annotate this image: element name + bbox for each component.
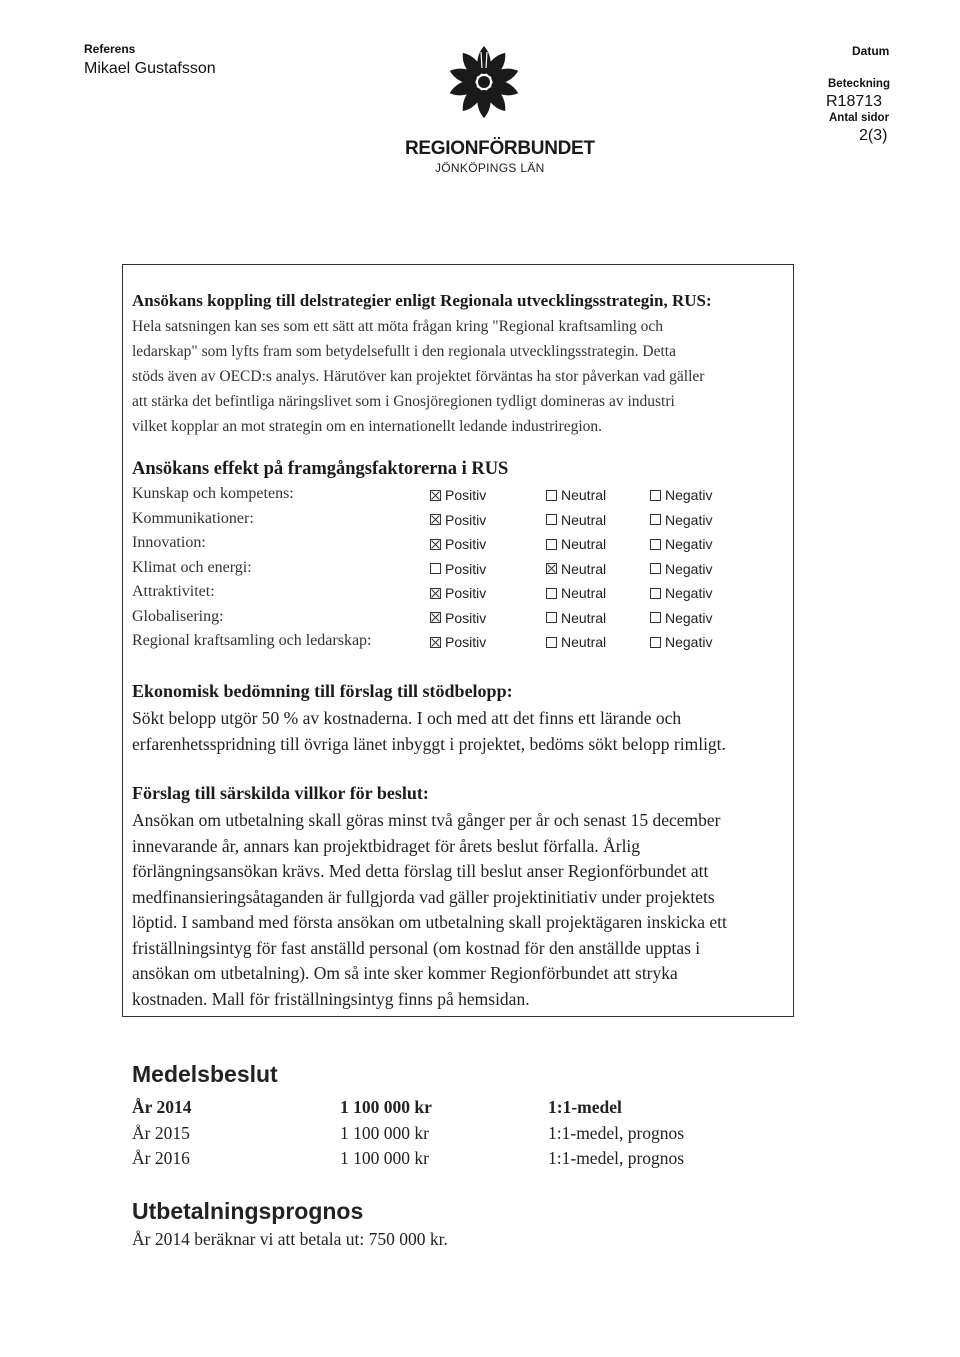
ekonomisk-text bbox=[132, 706, 787, 757]
option-label: Positiv bbox=[445, 609, 487, 626]
option-label: Negativ bbox=[665, 560, 713, 577]
effekt-row bbox=[132, 583, 772, 607]
villkor-line: löptid. I samband med första ansökan om utbetalning skall projektägaren inskicka ett bbox=[132, 912, 727, 932]
checked-checkbox-icon[interactable] bbox=[430, 539, 441, 550]
villkor-line: friställningsintyg för fast anställd personal (om kostnad för den anställde upptas i bbox=[132, 937, 701, 958]
medel-year-cell: År 2014 bbox=[132, 1097, 192, 1117]
option-label: Negativ bbox=[665, 609, 713, 626]
koppling-line: att stärka det befintliga näringslivet som i Gnosjöregionen tydligt domineras av industri bbox=[132, 393, 675, 410]
datum-label: Datum bbox=[852, 44, 890, 58]
beteckning-label: Beteckning bbox=[828, 78, 890, 90]
option-negativ[interactable] bbox=[650, 487, 712, 503]
checked-checkbox-icon[interactable] bbox=[430, 514, 441, 525]
effekt-row bbox=[132, 485, 772, 509]
checked-checkbox-icon[interactable] bbox=[430, 637, 441, 648]
checkbox-icon[interactable] bbox=[546, 539, 557, 550]
koppling-title: Ansökans koppling till delstrategier enligt Regionala utvecklingsstrategin, RUS: bbox=[132, 291, 712, 310]
ekonomisk-line: Sökt belopp utgör 50 % av kostnaderna. I och med att det finns ett lärande och bbox=[132, 708, 682, 728]
referens-value: Mikael Gustafsson bbox=[84, 60, 216, 77]
effekt-row-label: Regional kraftsamling och ledarskap: bbox=[132, 632, 372, 649]
medelsbeslut-heading: Medelsbeslut bbox=[132, 1061, 278, 1087]
effekt-row bbox=[132, 632, 772, 656]
option-label: Positiv bbox=[445, 487, 487, 503]
checkbox-icon[interactable] bbox=[546, 490, 557, 501]
option-label: Neutral bbox=[561, 487, 607, 503]
checked-checkbox-icon[interactable] bbox=[430, 490, 441, 501]
referens-label: Referens bbox=[84, 42, 136, 56]
effekt-row bbox=[132, 534, 772, 558]
option-label: Negativ bbox=[665, 511, 713, 528]
option-neutral[interactable] bbox=[546, 487, 606, 503]
option-label: Positiv bbox=[445, 511, 487, 528]
effekt-row-label: Kunskap och kompetens: bbox=[132, 485, 294, 502]
option-negativ[interactable] bbox=[650, 610, 712, 626]
option-neutral[interactable] bbox=[546, 634, 606, 650]
antal-sidor-label: Antal sidor bbox=[829, 112, 890, 124]
koppling-line: stöds även av OECD:s analys. Härutöver kan projektet förväntas ha stor påverkan vad gäller bbox=[132, 368, 705, 385]
option-negativ[interactable] bbox=[650, 634, 712, 650]
option-label: Neutral bbox=[561, 511, 607, 528]
regionforbundet-logo bbox=[446, 44, 522, 120]
effekt-row-label: Innovation: bbox=[132, 534, 206, 551]
ekonomisk-line: erfarenhetsspridning till övriga länet inbyggt i projektet, bedöms sökt belopp rimligt. bbox=[132, 733, 726, 754]
option-positiv[interactable] bbox=[430, 585, 486, 601]
org-name: REGIONFÖRBUNDET bbox=[405, 138, 595, 159]
effekt-row-label: Klimat och energi: bbox=[132, 558, 252, 576]
option-label: Negativ bbox=[665, 585, 713, 601]
effekt-row-label: Attraktivitet: bbox=[132, 583, 215, 600]
checked-checkbox-icon[interactable] bbox=[546, 563, 557, 574]
option-label: Neutral bbox=[561, 609, 607, 626]
checkbox-icon[interactable] bbox=[546, 612, 557, 623]
medel-year-cell: År 2016 bbox=[132, 1148, 190, 1168]
option-negativ[interactable] bbox=[650, 512, 712, 528]
villkor-line: innevarande år, annars kan projektbidraget för årets beslut förfalla. Årlig bbox=[132, 835, 641, 856]
option-neutral[interactable] bbox=[546, 561, 606, 577]
villkor-title: Förslag till särskilda villkor för beslut: bbox=[132, 783, 429, 803]
koppling-text bbox=[132, 314, 782, 439]
koppling-line: Hela satsningen kan ses som ett sätt att möta frågan kring "Regional kraftsamling och bbox=[132, 318, 664, 335]
villkor-line: ansökan om utbetalning). Om så inte sker kommer Regionförbundet att stryka bbox=[132, 963, 678, 983]
checkbox-icon[interactable] bbox=[546, 588, 557, 599]
utbetalning-text: År 2014 beräknar vi att betala ut: 750 000 kr. bbox=[132, 1229, 448, 1249]
option-label: Positiv bbox=[445, 585, 487, 601]
option-neutral[interactable] bbox=[546, 585, 606, 601]
beteckning-value: R18713 bbox=[826, 93, 883, 110]
option-label: Neutral bbox=[561, 585, 607, 601]
villkor-line: förlängningsansökan krävs. Med detta förslag till beslut anser Regionförbundet att bbox=[132, 861, 709, 881]
effekt-row bbox=[132, 510, 772, 534]
option-negativ[interactable] bbox=[650, 536, 712, 552]
checkbox-icon[interactable] bbox=[650, 539, 661, 550]
effekt-row bbox=[132, 559, 772, 583]
checkbox-icon[interactable] bbox=[650, 612, 661, 623]
option-neutral[interactable] bbox=[546, 610, 606, 626]
utbetalning-heading: Utbetalningsprognos bbox=[132, 1198, 364, 1224]
villkor-line: kostnaden. Mall för friställningsintyg finns på hemsidan. bbox=[132, 988, 530, 1009]
option-positiv[interactable] bbox=[430, 610, 486, 626]
effekt-row bbox=[132, 608, 772, 632]
option-label: Negativ bbox=[665, 536, 713, 552]
effekt-title: Ansökans effekt på framgångsfaktorerna i RUS bbox=[132, 459, 509, 479]
medel-year-cell: År 2015 bbox=[132, 1122, 190, 1143]
villkor-line: medfinansieringsåtaganden är fullgjorda vad gäller projektinitiativ under projektets bbox=[132, 886, 715, 907]
option-label: Positiv bbox=[445, 560, 487, 577]
checkbox-icon[interactable] bbox=[650, 490, 661, 501]
koppling-line: vilket kopplar an mot strategin om en internationellt ledande industriregion. bbox=[132, 418, 603, 435]
option-positiv[interactable] bbox=[430, 536, 486, 552]
medel-amount-cell: 1 100 000 kr bbox=[340, 1097, 432, 1117]
medel-amount-cell: 1 100 000 kr bbox=[340, 1122, 429, 1143]
antal-sidor-value: 2(3) bbox=[859, 127, 888, 144]
effekt-row-label: Globalisering: bbox=[132, 607, 224, 625]
option-positiv[interactable] bbox=[430, 487, 486, 503]
villkor-line: Ansökan om utbetalning skall göras minst två gånger per år och senast 15 december bbox=[132, 810, 721, 830]
option-negativ[interactable] bbox=[650, 585, 712, 601]
medel-type-cell: 1:1-medel, prognos bbox=[548, 1122, 685, 1143]
option-label: Neutral bbox=[561, 536, 607, 552]
option-neutral[interactable] bbox=[546, 536, 606, 552]
checkbox-icon[interactable] bbox=[650, 563, 661, 574]
ekonomisk-title: Ekonomisk bedömning till förslag till stödbelopp: bbox=[132, 681, 513, 701]
checkbox-icon[interactable] bbox=[650, 588, 661, 599]
checkbox-icon[interactable] bbox=[430, 563, 441, 574]
option-label: Neutral bbox=[561, 560, 607, 577]
option-positiv[interactable] bbox=[430, 634, 486, 650]
option-label: Neutral bbox=[561, 634, 607, 650]
option-positiv[interactable] bbox=[430, 512, 486, 528]
koppling-line: ledarskap" som lyfts fram som betydelsefullt i den regionala utvecklingsstrategin. Detta bbox=[132, 343, 676, 360]
option-label: Negativ bbox=[665, 487, 713, 503]
option-label: Negativ bbox=[665, 634, 713, 650]
medel-type-cell: 1:1-medel, prognos bbox=[548, 1148, 685, 1168]
effekt-row-label: Kommunikationer: bbox=[132, 509, 254, 527]
medel-type-cell: 1:1-medel bbox=[548, 1097, 622, 1117]
medel-amount-cell: 1 100 000 kr bbox=[340, 1148, 429, 1168]
checked-checkbox-icon[interactable] bbox=[430, 612, 441, 623]
option-label: Positiv bbox=[445, 634, 487, 650]
checkbox-icon[interactable] bbox=[546, 637, 557, 648]
option-negativ[interactable] bbox=[650, 561, 712, 577]
option-label: Positiv bbox=[445, 536, 487, 552]
option-neutral[interactable] bbox=[546, 512, 606, 528]
checkbox-icon[interactable] bbox=[650, 637, 661, 648]
checkbox-icon[interactable] bbox=[650, 514, 661, 525]
checkbox-icon[interactable] bbox=[546, 514, 557, 525]
checked-checkbox-icon[interactable] bbox=[430, 588, 441, 599]
org-subtitle: JÖNKÖPINGS LÄN bbox=[435, 161, 545, 175]
villkor-text bbox=[132, 808, 787, 1012]
flower-logo-icon bbox=[446, 44, 522, 120]
option-positiv[interactable] bbox=[430, 561, 486, 577]
